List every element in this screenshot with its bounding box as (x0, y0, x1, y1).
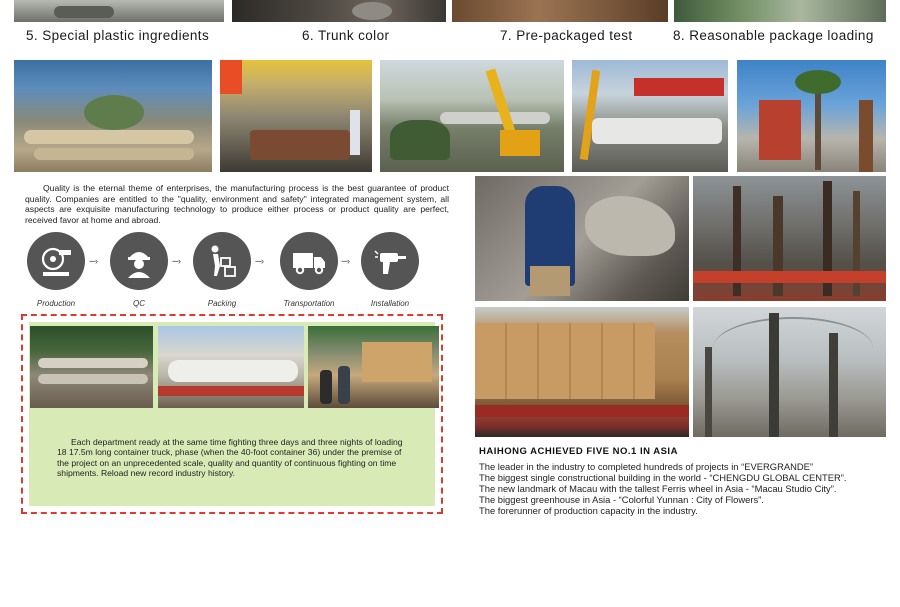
installation-step (361, 232, 419, 290)
photo-tree-workshop (693, 176, 886, 301)
drill-icon (371, 242, 409, 280)
label-installation: Installation (370, 299, 410, 308)
top-photo-4 (674, 0, 886, 22)
caption-6: 6. Trunk color (302, 28, 390, 43)
achievements-title: HAIHONG ACHIEVED FIVE NO.1 IN ASIA (479, 446, 678, 457)
caption-8: 8. Reasonable package loading (673, 28, 874, 43)
photo-dragon-sculptor (475, 176, 689, 301)
label-production: Production (36, 299, 76, 308)
photo-palm-entrance (737, 60, 886, 172)
loading-paragraph: Each department ready at the same time fighting three days and three nights of loading 18 17.5m long container truck, phase (when the 40-foot container 36) under the premise of the project on an unprecedented scale, quality and quantity of continuous fighting on time shipments. Reload new record industry history. (57, 437, 403, 479)
top-photo-3 (452, 0, 668, 22)
photo-boxed-cargo (475, 307, 689, 437)
process-arrow-2: ‑‑‑› (172, 256, 180, 266)
loading-record-box (21, 314, 443, 514)
top-photo-2 (232, 0, 446, 22)
top-photo-1 (14, 0, 224, 22)
photo-wrapped-trunks-truck (158, 326, 304, 408)
photo-greenhouse-trees (693, 307, 886, 437)
photo-truck-loading (572, 60, 728, 172)
label-packing: Packing (207, 299, 237, 308)
photo-crane-yard (380, 60, 564, 172)
process-arrow-3: ‑‑‑› (255, 256, 263, 266)
production-step (27, 232, 85, 290)
qc-step (110, 232, 168, 290)
photo-warehouse-crew (220, 60, 372, 172)
photo-container-workers (308, 326, 439, 408)
truck-icon (290, 242, 328, 280)
achievement-line-4: The biggest greenhouse in Asia - “Colorful Yunnan : City of Flowers”. (479, 494, 764, 505)
photo-loading-dock (30, 326, 153, 408)
caption-7: 7. Pre-packaged test (500, 28, 633, 43)
photo-factory-floor (14, 60, 212, 172)
transportation-step (280, 232, 338, 290)
caption-5: 5. Special plastic ingredients (26, 28, 210, 43)
quality-paragraph: Quality is the eternal theme of enterprises, the manufacturing process is the best guarantee of product quality. Companies are entitled to the "quality, environment and safety" integrated management system, all aspects are exquisite manufacturing technology to produce either process or product quality are perfect, received favor at home and abroad. (25, 183, 449, 225)
label-transportation: Transportation (283, 299, 335, 308)
label-qc: QC (133, 299, 145, 308)
achievement-line-3: The new landmark of Macau with the tallest Ferris wheel in Asia - “Macau Studio City”. (479, 483, 837, 494)
achievement-line-5: The forerunner of production capacity in the industry. (479, 505, 698, 516)
worker-box-icon (203, 242, 241, 280)
process-arrow-4: ‑‑‑› (341, 256, 349, 266)
worker-helmet-icon (120, 242, 158, 280)
saw-cutter-icon (37, 242, 75, 280)
achievement-line-1: The leader in the industry to completed hundreds of projects in “EVERGRANDE” (479, 461, 814, 472)
packing-step (193, 232, 251, 290)
achievement-line-2: The biggest single constructional building in the world - “CHENGDU GLOBAL CENTER”. (479, 472, 847, 483)
process-arrow-1: ‑‑‑› (89, 256, 97, 266)
